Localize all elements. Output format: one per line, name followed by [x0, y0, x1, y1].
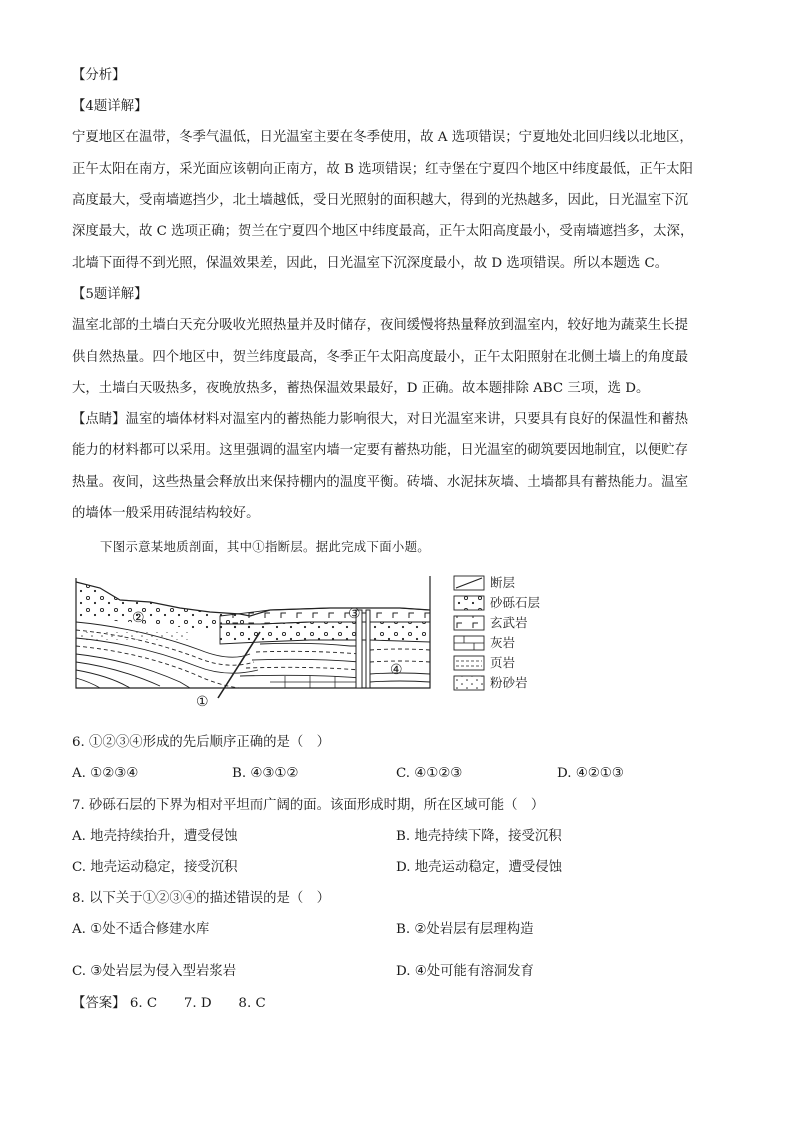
q5-line-3: 大，土墙白天吸热多，夜晚放热多，蓄热保温效果最好，D 正确。故本题排除 ABC 三项，选 D。	[72, 381, 650, 396]
analysis-heading: 【分析】	[72, 68, 126, 83]
q8-option-d[interactable]: D. ④处可能有溶洞发育	[396, 964, 534, 979]
q6-option-a[interactable]: A. ①②③④	[72, 766, 139, 781]
q5-heading: 【5题详解】	[72, 287, 148, 302]
q7-option-a[interactable]: A. 地壳持续抬升，遭受侵蚀	[72, 829, 238, 844]
tip-line-1: 【点睛】温室的墙体材料对温室内的蓄热能力影响很大，对日光温室来讲，只要具有良好的保温性和蓄热	[72, 412, 688, 427]
legend-limestone: 灰岩	[490, 635, 516, 650]
answer-values: 6. C 7. D 8. C	[129, 996, 266, 1011]
question-6-stem: 6. ①②③④形成的先后顺序正确的是（ ）	[72, 735, 331, 750]
q7-option-d[interactable]: D. 地壳运动稳定，遭受侵蚀	[396, 860, 563, 875]
legend-fault: 断层	[490, 575, 516, 590]
legend	[454, 575, 541, 690]
q5-line-2: 供自然热量。四个地区中，贺兰纬度最高，冬季正午太阳高度最小，正午太阳照射在北侧土墙上的角度最	[72, 350, 688, 365]
figure-intro: 下图示意某地质剖面，其中①指断层。据此完成下面小题。	[100, 539, 430, 554]
q4-line-5: 北墙下面得不到光照，保温效果差，因此，日光温室下沉深度最小，故 D 选项错误。所以本题选 C。	[72, 256, 669, 271]
limestone-lower	[270, 676, 360, 688]
tip-line-4: 的墙体一般采用砖混结构较好。	[72, 506, 260, 521]
label-2: ②	[132, 610, 145, 626]
answer-line	[72, 994, 266, 1014]
q5-line-1: 温室北部的土墙白天充分吸收光照热量并及时储存，夜间缓慢将热量释放到温室内，较好地为蔬菜生长提	[72, 318, 688, 333]
q8-option-a[interactable]: A. ①处不适合修建水库	[72, 922, 210, 937]
q7-option-c[interactable]: C. 地壳运动稳定，接受沉积	[72, 860, 238, 875]
geologic-cross-section	[70, 570, 570, 710]
q4-line-3: 高度最大，受南墙遮挡少，北土墙越低，受日光照射的面积越大，得到的光热越多，因此，日光温室下沉	[72, 193, 688, 208]
q8-option-c[interactable]: C. ③处岩层为侵入型岩浆岩	[72, 964, 237, 979]
q6-option-d[interactable]: D. ④②①③	[557, 766, 624, 781]
answer-label: 【答案】	[72, 996, 126, 1011]
question-8-stem: 8. 以下关于①②③④的描述错误的是（ ）	[72, 891, 331, 906]
legend-shale: 页岩	[490, 655, 516, 670]
q4-line-4: 深度最大，故 C 选项正确；贺兰在宁夏四个地区中纬度最高，正午太阳高度最小，受南墙遮挡多，太深，	[72, 224, 694, 239]
legend-gravel: 砂砾石层	[490, 595, 541, 610]
q4-line-2: 正午太阳在南方，采光面应该朝向正南方，故 B 选项错误；红寺堡在宁夏四个地区中纬度最低，正午太阳	[72, 162, 693, 177]
label-4: ④	[390, 662, 403, 678]
legend-siltstone: 粉砂岩	[490, 675, 528, 690]
q4-heading: 【4题详解】	[72, 99, 148, 114]
q7-option-b[interactable]: B. 地壳持续下降，接受沉积	[396, 829, 562, 844]
q6-option-c[interactable]: C. ④①②③	[396, 766, 463, 781]
q6-option-b[interactable]: B. ④③①②	[232, 766, 299, 781]
q4-line-1: 宁夏地区在温带，冬季气温低，日光温室主要在冬季使用，故 A 选项错误；宁夏地处北回归线以北地区，	[72, 130, 693, 145]
gravel-layer-right	[220, 622, 430, 644]
label-3: ③	[348, 606, 361, 622]
label-1: ①	[196, 694, 209, 710]
tip-line-2: 能力的材料都可以采用。这里强调的温室内墙一定要有蓄热功能，日光温室的砌筑要因地制宜，以便贮存	[72, 443, 688, 458]
question-7-stem: 7. 砂砾石层的下界为相对平坦而广阔的面。该面形成时期，所在区域可能（ ）	[72, 798, 545, 813]
q8-option-b[interactable]: B. ②处岩层有层理构造	[396, 922, 534, 937]
tip-line-3: 热量。夜间，这些热量会释放出来保持棚内的温度平衡。砖墙、水泥抹灰墙、土墙都具有蓄热能力。温室	[72, 475, 688, 490]
legend-basalt: 玄武岩	[490, 615, 528, 630]
